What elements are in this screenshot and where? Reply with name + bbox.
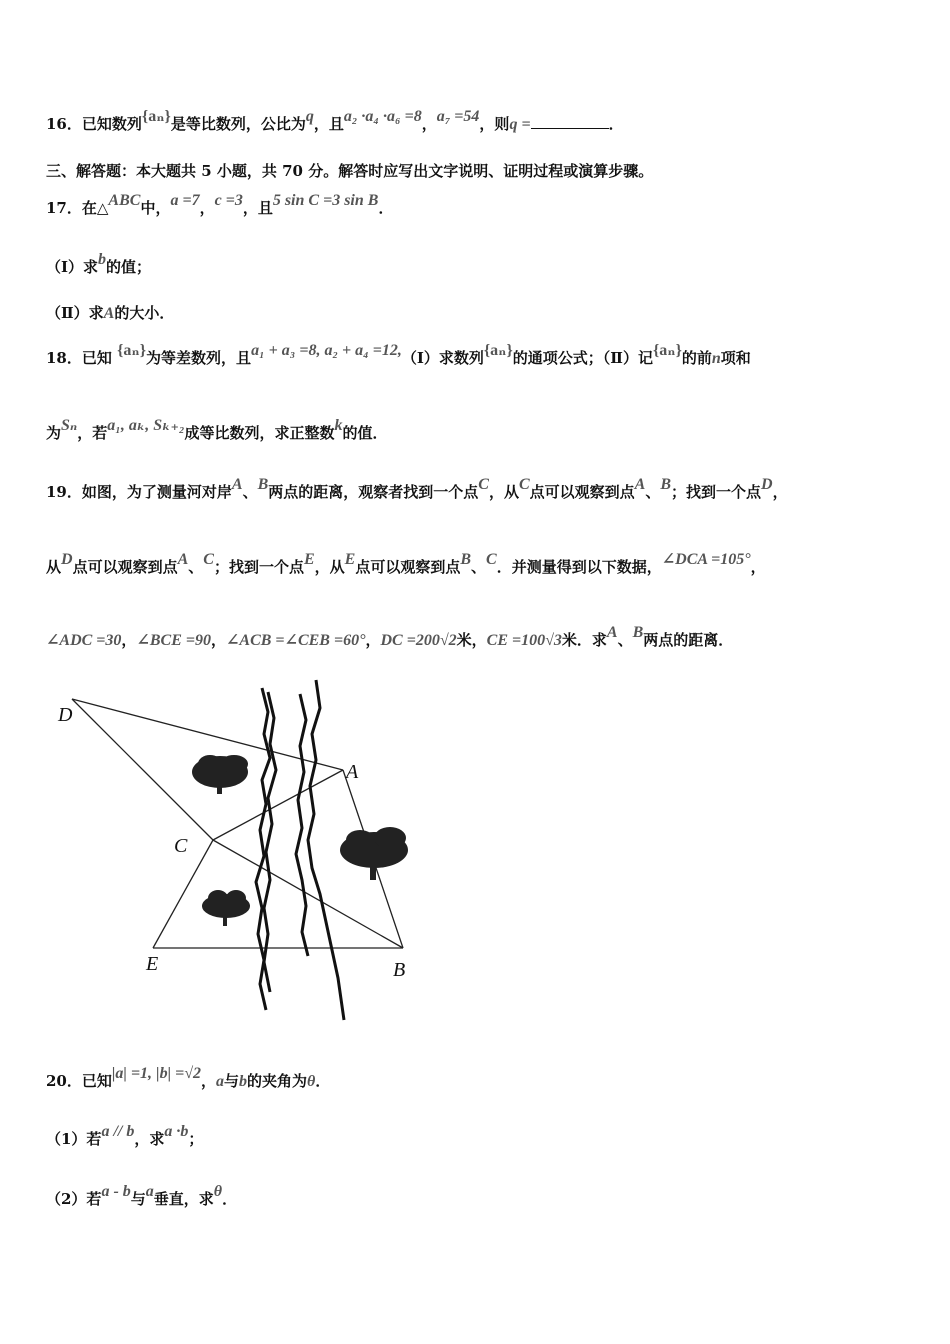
label-c: C <box>174 835 188 857</box>
condition-a7: a₇ =54 <box>436 108 480 125</box>
angle-acb-ceb: ∠ACB =∠CEB =60° <box>226 632 366 649</box>
triangle-abc: ABC <box>108 192 141 209</box>
label-a: A <box>346 761 359 783</box>
tree-icon <box>340 827 408 880</box>
line-dc <box>72 699 213 840</box>
angle-bce: ∠BCE =90 <box>136 632 211 649</box>
sequence-an: {aₙ} <box>141 108 171 125</box>
label-d: D <box>58 704 73 726</box>
q18-number: 18． <box>46 349 82 367</box>
q20-part1: （1）若a // b，求a ·b； <box>46 1123 204 1148</box>
length-ce: CE =100√3 <box>486 632 562 649</box>
q16-number: 16． <box>46 115 82 133</box>
angle-dca: ∠DCA =105° <box>661 551 751 568</box>
q20-number: 20． <box>46 1072 82 1090</box>
label-b: B <box>393 959 406 981</box>
q18-line2: 为Sₙ，若a₁, aₖ, Sₖ₊₂成等比数列，求正整数k的值． <box>46 417 388 442</box>
condition-arith: a₁ + a₃ =8, a₂ + a₄ =12, <box>251 342 402 359</box>
q16-line: 16．已知数列{aₙ}是等比数列，公比为q，且a₂ ·a₄ ·a₆ =8，a₇ =54，则q = ． <box>46 108 624 133</box>
q18-line1: 18．已知 {aₙ}为等差数列，且a₁ + a₃ =8, a₂ + a₄ =12,（Ⅰ）求数列{aₙ}的通项公式；（Ⅱ）记{aₙ}的前n项和 <box>46 342 751 367</box>
q17-part1: （Ⅰ）求b的值； <box>46 251 152 276</box>
given-a: a =7 <box>170 192 200 209</box>
section-3-heading: 三、解答题：本大题共 5 小题，共 70 分。解答时应写出文字说明、证明过程或演算步骤。 <box>46 162 654 180</box>
q17-number: 17． <box>46 199 82 217</box>
angle-adc: ∠ADC =30 <box>46 632 122 649</box>
answer-q: q = <box>509 116 531 133</box>
q19-number: 19． <box>46 483 82 501</box>
given-c: c =3 <box>214 192 243 209</box>
river-bank-right <box>308 680 344 1020</box>
geometric-terms: a₁, aₖ, Sₖ₊₂ <box>107 417 185 434</box>
river-diagram <box>50 672 450 1032</box>
q17-part2: （Ⅱ）求A的大小． <box>46 304 175 322</box>
q19-line2: 从D点可以观察到点A、C；找到一个点E，从E点可以观察到点B、C．并测量得到以下数据，∠DCA =105°， <box>46 551 766 576</box>
q17-line: 17．在△ABC中，a =7，c =3，且5 sin C =3 sin B． <box>46 192 394 217</box>
given-sine-condition: 5 sin C =3 sin B <box>272 192 379 209</box>
condition-product: a₂ ·a₄ ·a₆ =8 <box>343 108 422 125</box>
length-dc: DC =200√2 <box>380 632 457 649</box>
var-q: q <box>305 108 314 125</box>
tree-icon <box>192 755 248 794</box>
vector-magnitudes: |a| =1, |b| =√2 <box>111 1065 201 1082</box>
river-bank-right-inner <box>296 694 308 956</box>
q19-line1: 19．如图，为了测量河对岸A、B两点的距离，观察者找到一个点C，从C点可以观察到点A、B；找到一个点D， <box>46 476 788 501</box>
tree-icon <box>202 890 250 926</box>
q20-part2: （2）若a - b与a垂直，求θ． <box>46 1183 238 1208</box>
q20-line: 20．已知|a| =1, |b| =√2，a与b的夹角为θ． <box>46 1065 331 1090</box>
q19-line3: ∠ADC =30，∠BCE =90，∠ACB =∠CEB =60°，DC =200√2米，CE =100√3米．求A、B两点的距离． <box>46 624 734 649</box>
river-banks <box>256 680 344 1020</box>
label-e: E <box>146 953 159 975</box>
answer-blank <box>531 114 609 129</box>
